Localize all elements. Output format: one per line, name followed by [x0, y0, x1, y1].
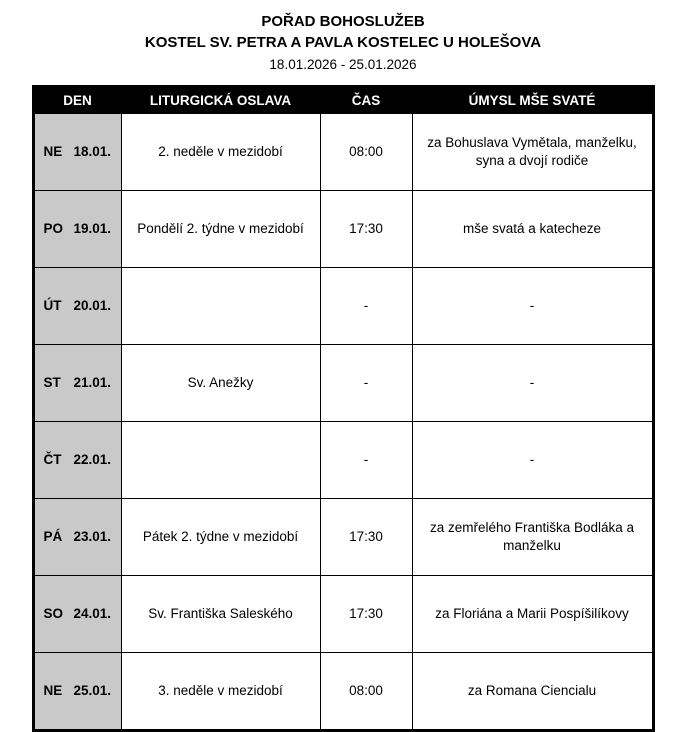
time-cell: 17:30 — [320, 191, 412, 268]
intention-cell: mše svatá a katecheze — [412, 191, 653, 268]
day-cell — [33, 345, 121, 422]
celebration-cell — [121, 422, 320, 499]
day-abbreviation: ÚT — [43, 297, 62, 313]
time-cell: 17:30 — [320, 576, 412, 653]
day-cell — [33, 499, 121, 576]
day-date: 21.01. — [73, 374, 112, 390]
time-cell: - — [320, 268, 412, 345]
time-cell: 08:00 — [320, 114, 412, 191]
day-abbreviation: SO — [43, 605, 64, 621]
table-row — [33, 268, 653, 345]
column-header-den: DEN — [33, 87, 121, 114]
celebration-cell: Pátek 2. týdne v mezidobí — [121, 499, 320, 576]
table-row — [33, 499, 653, 576]
celebration-cell — [121, 268, 320, 345]
table-row — [33, 345, 653, 422]
table-row — [33, 653, 653, 731]
page-title: POŘAD BOHOSLUŽEB — [261, 13, 425, 30]
intention-cell: za Romana Ciencialu — [412, 653, 653, 731]
column-header-liturgicka-oslava: LITURGICKÁ OSLAVA — [121, 87, 320, 114]
day-abbreviation: ČT — [43, 451, 62, 467]
day-cell — [33, 114, 121, 191]
day-abbreviation: NE — [43, 143, 63, 159]
intention-cell: za zemřelého Františka Bodláka a manželku — [412, 499, 653, 576]
church-name: KOSTEL SV. PETRA A PAVLA KOSTELEC U HOLEŠOVA — [144, 34, 542, 51]
day-date: 24.01. — [73, 605, 112, 621]
table-row — [33, 114, 653, 191]
intention-cell: za Floriána a Marii Pospíšilíkovy — [412, 576, 653, 653]
time-cell: - — [320, 422, 412, 499]
time-cell: 08:00 — [320, 653, 412, 731]
column-header-umysl: ÚMYSL MŠE SVATÉ — [412, 87, 653, 114]
table-row — [33, 576, 653, 653]
day-date: 22.01. — [73, 451, 112, 467]
day-abbreviation: PÁ — [43, 528, 63, 544]
schedule-table — [32, 85, 655, 732]
day-date: 23.01. — [73, 528, 112, 544]
celebration-cell: Sv. Anežky — [121, 345, 320, 422]
day-date: 25.01. — [73, 682, 112, 698]
day-abbreviation: PO — [43, 220, 64, 236]
table-row — [33, 422, 653, 499]
intention-cell: - — [412, 422, 653, 499]
day-cell — [33, 422, 121, 499]
day-abbreviation: ST — [43, 374, 61, 390]
intention-cell: - — [412, 345, 653, 422]
celebration-cell: Pondělí 2. týdne v mezidobí — [121, 191, 320, 268]
intention-cell: za Bohuslava Vymětala, manželku, syna a dvojí rodiče — [412, 114, 653, 191]
day-cell — [33, 191, 121, 268]
celebration-cell: 3. neděle v mezidobí — [121, 653, 320, 731]
day-abbreviation: NE — [43, 682, 63, 698]
day-date: 20.01. — [73, 297, 112, 313]
day-cell — [33, 653, 121, 731]
day-date: 19.01. — [73, 220, 112, 236]
column-header-cas: ČAS — [320, 87, 412, 114]
table-row — [33, 191, 653, 268]
celebration-cell: Sv. Františka Saleského — [121, 576, 320, 653]
time-cell: 17:30 — [320, 499, 412, 576]
day-cell — [33, 268, 121, 345]
day-date: 18.01. — [73, 143, 112, 159]
document-header — [0, 0, 686, 72]
date-range: 18.01.2026 - 25.01.2026 — [269, 57, 417, 72]
time-cell: - — [320, 345, 412, 422]
intention-cell: - — [412, 268, 653, 345]
table-header-row — [33, 87, 653, 114]
celebration-cell: 2. neděle v mezidobí — [121, 114, 320, 191]
day-cell — [33, 576, 121, 653]
